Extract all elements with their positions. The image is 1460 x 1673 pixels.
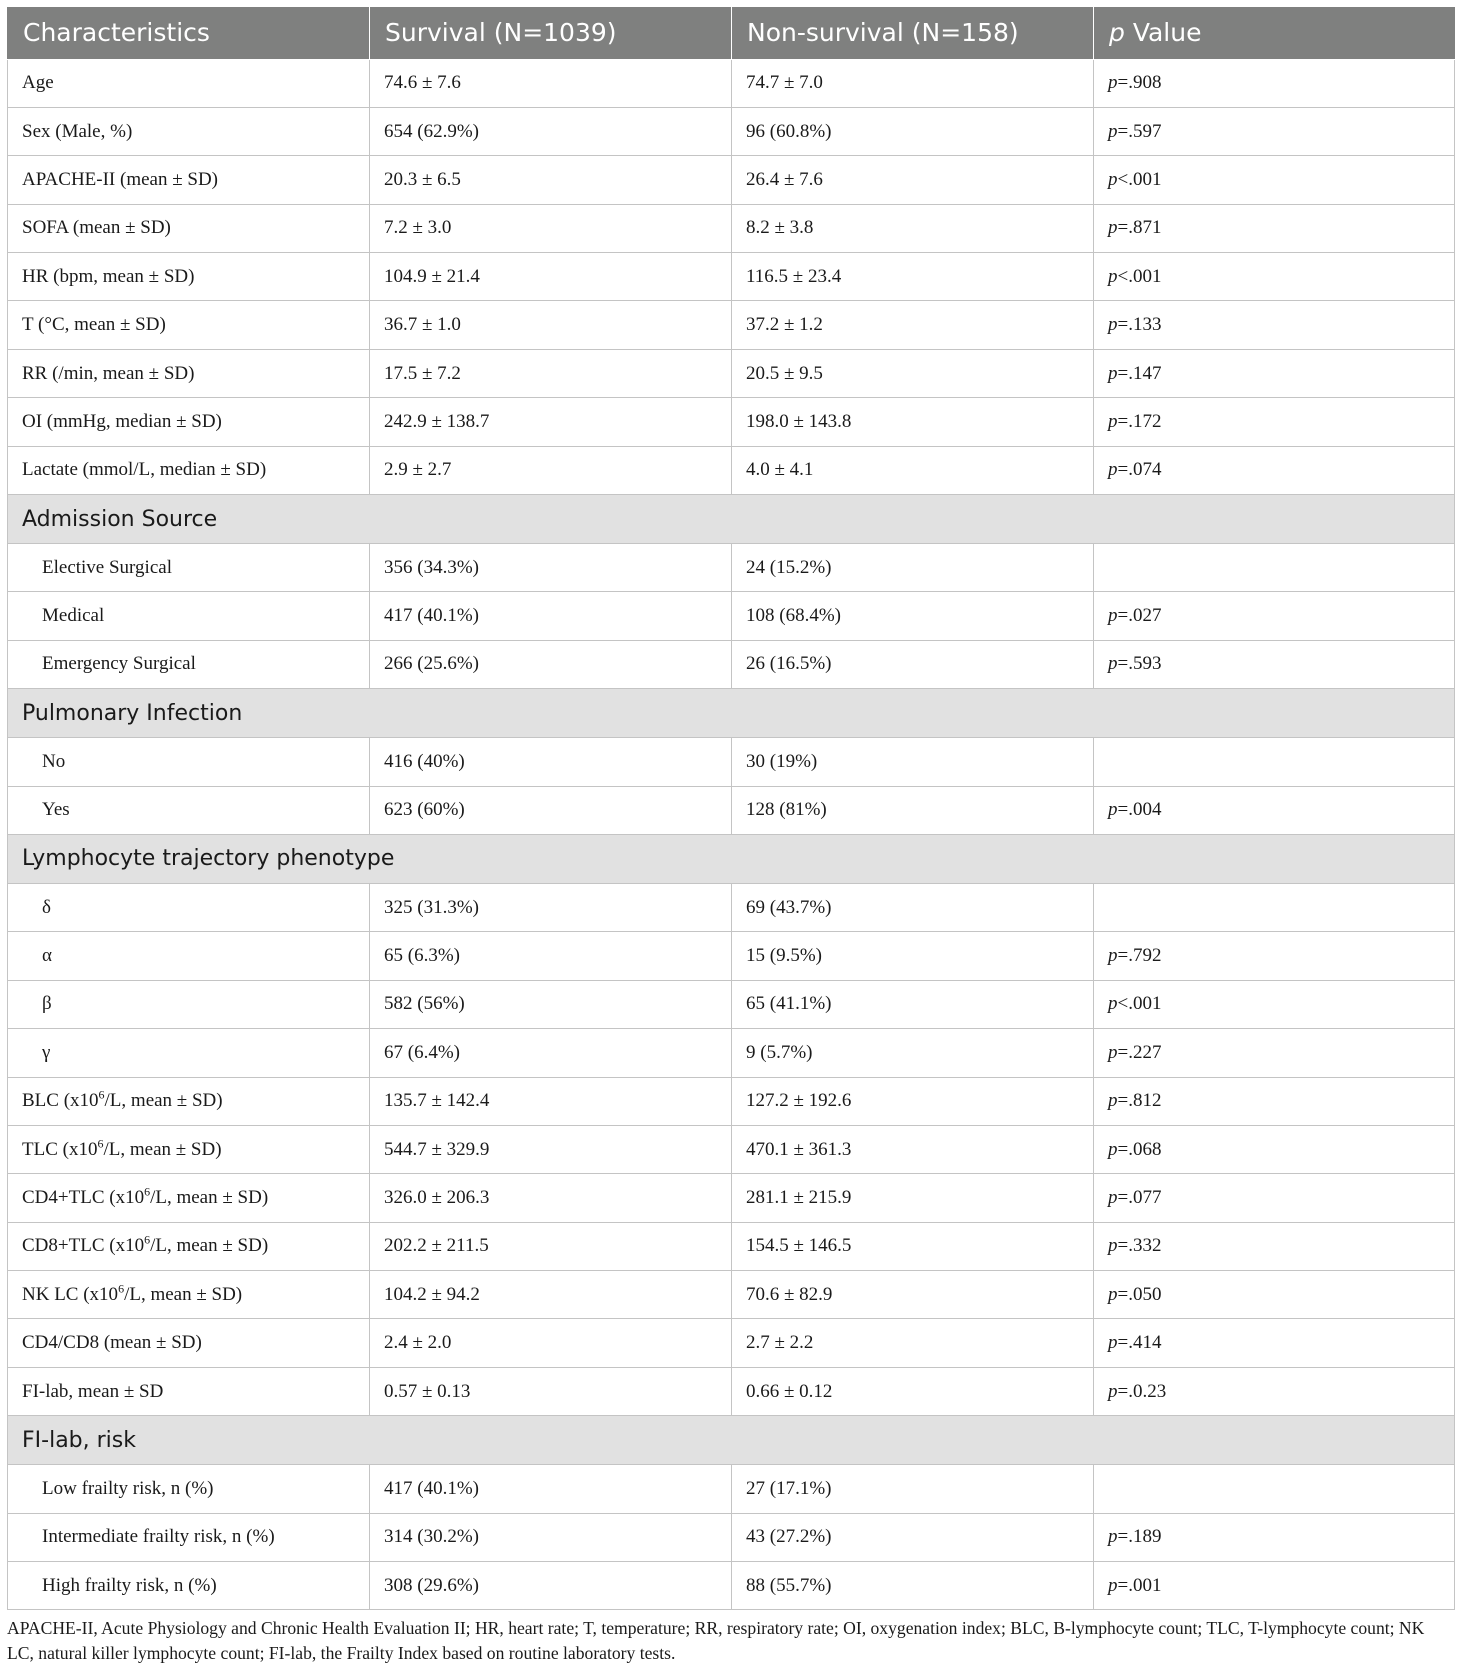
row-label-rest: /L, mean ± SD) xyxy=(150,1235,269,1257)
p-value-number: <.001 xyxy=(1117,168,1162,190)
table-row xyxy=(8,1513,1455,1561)
p-value-p: p xyxy=(1108,1090,1118,1112)
survival-value: 417 (40.1%) xyxy=(370,592,732,640)
non-survival-value: 128 (81%) xyxy=(732,786,1094,834)
table-row xyxy=(8,1077,1455,1125)
row-label xyxy=(8,1222,370,1270)
p-value-p: p xyxy=(1108,168,1118,190)
row-label: Age xyxy=(8,59,370,107)
table-row xyxy=(8,107,1455,155)
non-survival-value: 30 (19%) xyxy=(732,738,1094,786)
p-value-number: =.074 xyxy=(1117,459,1162,481)
non-survival-value: 20.5 ± 9.5 xyxy=(732,349,1094,397)
table-body xyxy=(8,59,1455,1610)
row-label xyxy=(8,1174,370,1222)
p-value-number: =.147 xyxy=(1117,362,1162,384)
p-value-number: =.068 xyxy=(1117,1138,1162,1160)
non-survival-value: 69 (43.7%) xyxy=(732,883,1094,931)
non-survival-value: 88 (55.7%) xyxy=(732,1562,1094,1610)
row-label-superscript: 6 xyxy=(97,1136,104,1151)
table-row xyxy=(8,640,1455,688)
row-label-rest: /L, mean ± SD) xyxy=(150,1187,269,1208)
p-value xyxy=(1094,544,1455,592)
p-value xyxy=(1094,1077,1455,1125)
p-value-p: p xyxy=(1108,410,1118,432)
p-value-p: p xyxy=(1108,217,1118,239)
table-row xyxy=(8,883,1455,931)
p-value-p: p xyxy=(1108,1235,1118,1257)
non-survival-value: 4.0 ± 4.1 xyxy=(732,446,1094,494)
p-value-number: =.227 xyxy=(1117,1041,1162,1063)
header-p-italic: p xyxy=(1109,18,1125,48)
survival-value: 417 (40.1%) xyxy=(370,1465,732,1513)
row-label-superscript: 6 xyxy=(118,1281,125,1296)
non-survival-value: 8.2 ± 3.8 xyxy=(732,204,1094,252)
survival-value: 416 (40%) xyxy=(370,738,732,786)
table-row xyxy=(8,1125,1455,1173)
p-value-number: =.027 xyxy=(1117,605,1162,627)
section-label: Pulmonary Infection xyxy=(8,689,1455,738)
non-survival-value: 198.0 ± 143.8 xyxy=(732,398,1094,446)
p-value xyxy=(1094,204,1455,252)
survival-value: 65 (6.3%) xyxy=(370,932,732,980)
p-value xyxy=(1094,1029,1455,1077)
row-label xyxy=(8,1125,370,1173)
non-survival-value: 96 (60.8%) xyxy=(732,107,1094,155)
p-value-p: p xyxy=(1108,1138,1118,1160)
table-row xyxy=(8,544,1455,592)
row-label-text: TLC (x10 xyxy=(22,1138,98,1160)
p-value-number: =.050 xyxy=(1117,1283,1162,1305)
non-survival-value: 108 (68.4%) xyxy=(732,592,1094,640)
row-label: APACHE-II (mean ± SD) xyxy=(8,156,370,204)
survival-value: 325 (31.3%) xyxy=(370,883,732,931)
non-survival-value: 154.5 ± 146.5 xyxy=(732,1222,1094,1270)
row-label: SOFA (mean ± SD) xyxy=(8,204,370,252)
survival-value: 326.0 ± 206.3 xyxy=(370,1174,732,1222)
p-value-p: p xyxy=(1108,72,1118,94)
p-value xyxy=(1094,1125,1455,1173)
p-value-p: p xyxy=(1108,605,1118,627)
table-row xyxy=(8,1029,1455,1077)
table-row xyxy=(8,446,1455,494)
p-value xyxy=(1094,398,1455,446)
p-value-p: p xyxy=(1108,945,1118,967)
survival-value: 36.7 ± 1.0 xyxy=(370,301,732,349)
p-value xyxy=(1094,446,1455,494)
p-value-number: =.0.23 xyxy=(1117,1380,1167,1402)
p-value-number: =.189 xyxy=(1117,1526,1162,1548)
survival-value: 17.5 ± 7.2 xyxy=(370,349,732,397)
p-value xyxy=(1094,738,1455,786)
row-label: FI-lab, mean ± SD xyxy=(8,1367,370,1415)
row-label-text: BLC (x10 xyxy=(22,1090,99,1112)
p-value xyxy=(1094,1367,1455,1415)
non-survival-value: 65 (41.1%) xyxy=(732,980,1094,1028)
table-row xyxy=(8,1222,1455,1270)
table-row xyxy=(8,59,1455,107)
row-label-text: NK LC (x10 xyxy=(22,1283,119,1305)
p-value-number: =.004 xyxy=(1117,799,1162,821)
characteristics-table xyxy=(7,7,1455,1610)
non-survival-value: 281.1 ± 215.9 xyxy=(732,1174,1094,1222)
table-row xyxy=(8,1367,1455,1415)
non-survival-value: 470.1 ± 361.3 xyxy=(732,1125,1094,1173)
p-value xyxy=(1094,786,1455,834)
non-survival-value: 116.5 ± 23.4 xyxy=(732,253,1094,301)
non-survival-value: 43 (27.2%) xyxy=(732,1513,1094,1561)
p-value xyxy=(1094,301,1455,349)
row-label-rest: /L, mean ± SD) xyxy=(104,1090,223,1112)
survival-value: 356 (34.3%) xyxy=(370,544,732,592)
survival-value: 314 (30.2%) xyxy=(370,1513,732,1561)
p-value xyxy=(1094,253,1455,301)
p-value-p: p xyxy=(1108,1526,1118,1548)
p-value-p: p xyxy=(1108,993,1118,1015)
non-survival-value: 15 (9.5%) xyxy=(732,932,1094,980)
p-value xyxy=(1094,883,1455,931)
section-label: Admission Source xyxy=(8,495,1455,544)
table-row xyxy=(8,301,1455,349)
row-label: Medical xyxy=(8,592,370,640)
p-value xyxy=(1094,1271,1455,1319)
section-row xyxy=(8,1416,1455,1465)
p-value xyxy=(1094,107,1455,155)
p-value xyxy=(1094,349,1455,397)
survival-value: 266 (25.6%) xyxy=(370,640,732,688)
p-value-number: =.133 xyxy=(1117,314,1162,336)
p-value xyxy=(1094,980,1455,1028)
non-survival-value: 70.6 ± 82.9 xyxy=(732,1271,1094,1319)
p-value-number: =.908 xyxy=(1117,72,1162,94)
p-value-number: <.001 xyxy=(1117,265,1162,287)
non-survival-value: 2.7 ± 2.2 xyxy=(732,1319,1094,1367)
row-label-superscript: 6 xyxy=(98,1087,105,1102)
section-label: Lymphocyte trajectory phenotype xyxy=(8,834,1455,883)
row-label: CD4/CD8 (mean ± SD) xyxy=(8,1319,370,1367)
survival-value: 20.3 ± 6.5 xyxy=(370,156,732,204)
row-label xyxy=(8,1271,370,1319)
p-value xyxy=(1094,932,1455,980)
p-value-p: p xyxy=(1108,120,1118,142)
p-value-p: p xyxy=(1108,1380,1118,1402)
p-value-number: =.812 xyxy=(1117,1090,1162,1112)
non-survival-value: 127.2 ± 192.6 xyxy=(732,1077,1094,1125)
p-value-p: p xyxy=(1108,1041,1118,1063)
row-label: Low frailty risk, n (%) xyxy=(8,1465,370,1513)
table-footnote: APACHE-II, Acute Physiology and Chronic Health Evaluation II; HR, heart rate; T, temperature; RR, respiratory rate; OI, oxygenation index; BLC, B-lymphocyte count; TLC, T-lymphocyte count; NK LC, natural killer lymphocyte count; FI-lab, the Frailty Index based on routine laboratory tests. xyxy=(7,1618,1425,1663)
p-value xyxy=(1094,1222,1455,1270)
row-label-rest: /L, mean ± SD) xyxy=(124,1283,243,1305)
table-row xyxy=(8,980,1455,1028)
non-survival-value: 26.4 ± 7.6 xyxy=(732,156,1094,204)
row-label: Intermediate frailty risk, n (%) xyxy=(8,1513,370,1561)
survival-value: 202.2 ± 211.5 xyxy=(370,1222,732,1270)
survival-value: 74.6 ± 7.6 xyxy=(370,59,732,107)
p-value-number: <.001 xyxy=(1117,993,1162,1015)
row-label: RR (/min, mean ± SD) xyxy=(8,349,370,397)
table-row xyxy=(8,156,1455,204)
survival-value: 654 (62.9%) xyxy=(370,107,732,155)
p-value-p: p xyxy=(1108,653,1118,675)
p-value xyxy=(1094,592,1455,640)
row-label: Elective Surgical xyxy=(8,544,370,592)
header-p-value xyxy=(1094,7,1455,59)
non-survival-value: 37.2 ± 1.2 xyxy=(732,301,1094,349)
table-row xyxy=(8,349,1455,397)
header-p-label: Value xyxy=(1124,18,1202,48)
p-value-p: p xyxy=(1108,799,1118,821)
row-label-superscript: 6 xyxy=(144,1184,151,1199)
row-label: No xyxy=(8,738,370,786)
p-value-number: =.001 xyxy=(1117,1574,1162,1596)
p-value-number: =.593 xyxy=(1117,653,1162,675)
table-row xyxy=(8,738,1455,786)
p-value xyxy=(1094,156,1455,204)
p-value-p: p xyxy=(1108,1332,1118,1354)
p-value-number: =.332 xyxy=(1117,1235,1162,1257)
table-row xyxy=(8,1562,1455,1610)
p-value-p: p xyxy=(1108,362,1118,384)
row-label: HR (bpm, mean ± SD) xyxy=(8,253,370,301)
row-label: α xyxy=(8,932,370,980)
p-value-number: =.414 xyxy=(1117,1332,1162,1354)
p-value-number: =.597 xyxy=(1117,120,1162,142)
row-label-superscript: 6 xyxy=(144,1233,151,1248)
row-label: Lactate (mmol/L, median ± SD) xyxy=(8,446,370,494)
row-label: Yes xyxy=(8,786,370,834)
p-value-number: =.792 xyxy=(1117,945,1162,967)
non-survival-value: 26 (16.5%) xyxy=(732,640,1094,688)
header-row xyxy=(8,7,1455,59)
row-label: T (°C, mean ± SD) xyxy=(8,301,370,349)
survival-value: 308 (29.6%) xyxy=(370,1562,732,1610)
row-label: δ xyxy=(8,883,370,931)
p-value xyxy=(1094,1319,1455,1367)
table-row xyxy=(8,592,1455,640)
p-value-p: p xyxy=(1108,1187,1118,1208)
non-survival-value: 9 (5.7%) xyxy=(732,1029,1094,1077)
table-row xyxy=(8,1174,1455,1222)
row-label: β xyxy=(8,980,370,1028)
survival-value: 544.7 ± 329.9 xyxy=(370,1125,732,1173)
table-container xyxy=(7,7,1454,1610)
p-value-number: =.172 xyxy=(1117,410,1162,432)
row-label: Sex (Male, %) xyxy=(8,107,370,155)
row-label: γ xyxy=(8,1029,370,1077)
table-row xyxy=(8,1465,1455,1513)
header-characteristics: Characteristics xyxy=(8,7,370,59)
row-label: OI (mmHg, median ± SD) xyxy=(8,398,370,446)
non-survival-value: 0.66 ± 0.12 xyxy=(732,1367,1094,1415)
section-label: FI-lab, risk xyxy=(8,1416,1455,1465)
row-label xyxy=(8,1077,370,1125)
survival-value: 67 (6.4%) xyxy=(370,1029,732,1077)
table-row xyxy=(8,204,1455,252)
survival-value: 104.2 ± 94.2 xyxy=(370,1271,732,1319)
survival-value: 242.9 ± 138.7 xyxy=(370,398,732,446)
survival-value: 7.2 ± 3.0 xyxy=(370,204,732,252)
p-value-p: p xyxy=(1108,1283,1118,1305)
p-value xyxy=(1094,1513,1455,1561)
section-row xyxy=(8,689,1455,738)
section-row xyxy=(8,495,1455,544)
row-label-text: CD8+TLC (x10 xyxy=(22,1235,145,1257)
p-value xyxy=(1094,59,1455,107)
header-survival: Survival (N=1039) xyxy=(370,7,732,59)
row-label-rest: /L, mean ± SD) xyxy=(103,1138,222,1160)
header-non-survival: Non-survival (N=158) xyxy=(732,7,1094,59)
p-value-p: p xyxy=(1108,459,1118,481)
row-label: High frailty risk, n (%) xyxy=(8,1562,370,1610)
survival-value: 0.57 ± 0.13 xyxy=(370,1367,732,1415)
non-survival-value: 24 (15.2%) xyxy=(732,544,1094,592)
table-row xyxy=(8,253,1455,301)
table-row xyxy=(8,786,1455,834)
survival-value: 104.9 ± 21.4 xyxy=(370,253,732,301)
row-label: Emergency Surgical xyxy=(8,640,370,688)
p-value xyxy=(1094,1562,1455,1610)
p-value xyxy=(1094,1465,1455,1513)
p-value-number: =.077 xyxy=(1117,1187,1162,1208)
p-value-p: p xyxy=(1108,314,1118,336)
table-row xyxy=(8,398,1455,446)
table-row xyxy=(8,932,1455,980)
section-row xyxy=(8,834,1455,883)
survival-value: 582 (56%) xyxy=(370,980,732,1028)
p-value-p: p xyxy=(1108,1574,1118,1596)
survival-value: 2.9 ± 2.7 xyxy=(370,446,732,494)
non-survival-value: 74.7 ± 7.0 xyxy=(732,59,1094,107)
survival-value: 2.4 ± 2.0 xyxy=(370,1319,732,1367)
table-row xyxy=(8,1271,1455,1319)
table-row xyxy=(8,1319,1455,1367)
survival-value: 135.7 ± 142.4 xyxy=(370,1077,732,1125)
survival-value: 623 (60%) xyxy=(370,786,732,834)
row-label-text: CD4+TLC (x10 xyxy=(22,1187,145,1208)
p-value xyxy=(1094,1174,1455,1222)
non-survival-value: 27 (17.1%) xyxy=(732,1465,1094,1513)
p-value-number: =.871 xyxy=(1117,217,1162,239)
p-value xyxy=(1094,640,1455,688)
p-value-p: p xyxy=(1108,265,1118,287)
